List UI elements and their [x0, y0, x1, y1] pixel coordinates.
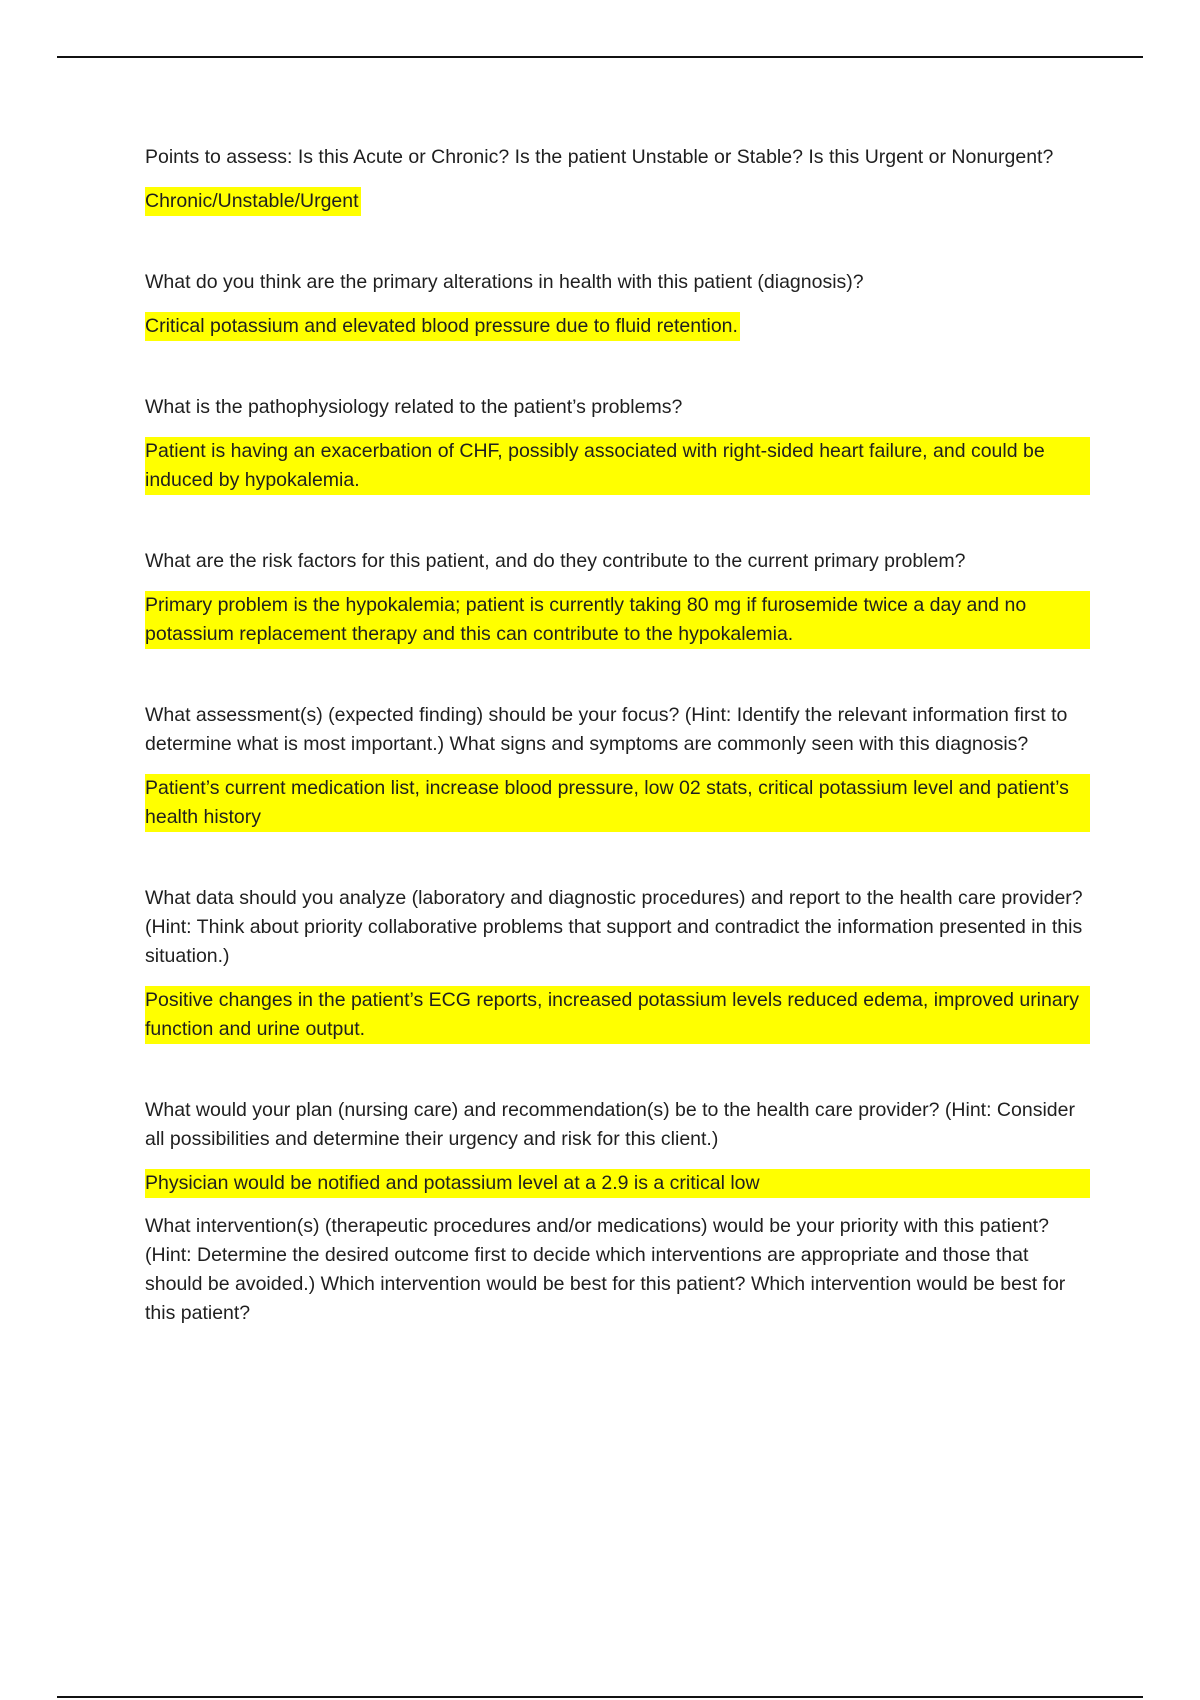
- qa-block-data-analysis: [145, 884, 1090, 1044]
- highlighted-answer: Physician would be notified and potassium level at a 2.9 is a critical low: [145, 1169, 1090, 1198]
- question-text: What is the pathophysiology related to the patient’s problems?: [145, 396, 683, 418]
- question-text: What assessment(s) (expected finding) should be your focus? (Hint: Identify the relevant information first to determine what is most important.) What signs and symptoms are commonly seen with this diagnosis?: [145, 704, 1068, 755]
- question-text: What would your plan (nursing care) and recommendation(s) be to the health care provider? (Hint: Consider all possibilities and determine their urgency and risk for this client.): [145, 1099, 1075, 1150]
- qa-block-diagnosis: [145, 268, 1090, 341]
- question-text: What are the risk factors for this patient, and do they contribute to the current primary problem?: [145, 550, 966, 572]
- highlighted-answer: Chronic/Unstable/Urgent: [145, 187, 361, 216]
- qa-block-plan: [145, 1096, 1090, 1198]
- question-text: What intervention(s) (therapeutic procedures and/or medications) would be your priority with this patient? (Hint: Determine the desired outcome first to decide which interventions are appropriate and those that should be avoided.) Which intervention would be best for this patient? Which intervention would be best for this patient?: [145, 1215, 1066, 1324]
- highlighted-answer: Patient’s current medication list, increase blood pressure, low 02 stats, critical potassium level and patient’s health history: [145, 774, 1090, 832]
- question-text: What do you think are the primary alterations in health with this patient (diagnosis)?: [145, 271, 864, 293]
- question-text: What data should you analyze (laboratory and diagnostic procedures) and report to the health care provider? (Hint: Think about priority collaborative problems that support and contradict the information presented in this situation.): [145, 887, 1083, 967]
- qa-block-intervention: [145, 1212, 1090, 1328]
- qa-block-assess: [145, 143, 1090, 216]
- qa-block-assessment-focus: [145, 701, 1090, 832]
- bottom-rule: [57, 1696, 1143, 1698]
- highlighted-answer: Primary problem is the hypokalemia; patient is currently taking 80 mg if furosemide twice a day and no potassium replacement therapy and this can contribute to the hypokalemia.: [145, 591, 1090, 649]
- document-body: [145, 143, 1090, 1328]
- highlighted-answer: Patient is having an exacerbation of CHF, possibly associated with right-sided heart failure, and could be induced by hypokalemia.: [145, 437, 1090, 495]
- qa-block-risk-factors: [145, 547, 1090, 649]
- highlighted-answer: Positive changes in the patient’s ECG reports, increased potassium levels reduced edema, improved urinary function and urine output.: [145, 986, 1090, 1044]
- top-rule: [57, 56, 1143, 58]
- qa-block-pathophysiology: [145, 393, 1090, 495]
- highlighted-answer: Critical potassium and elevated blood pressure due to fluid retention.: [145, 312, 740, 341]
- question-text: Points to assess: Is this Acute or Chronic? Is the patient Unstable or Stable? Is this Urgent or Nonurgent?: [145, 146, 1054, 168]
